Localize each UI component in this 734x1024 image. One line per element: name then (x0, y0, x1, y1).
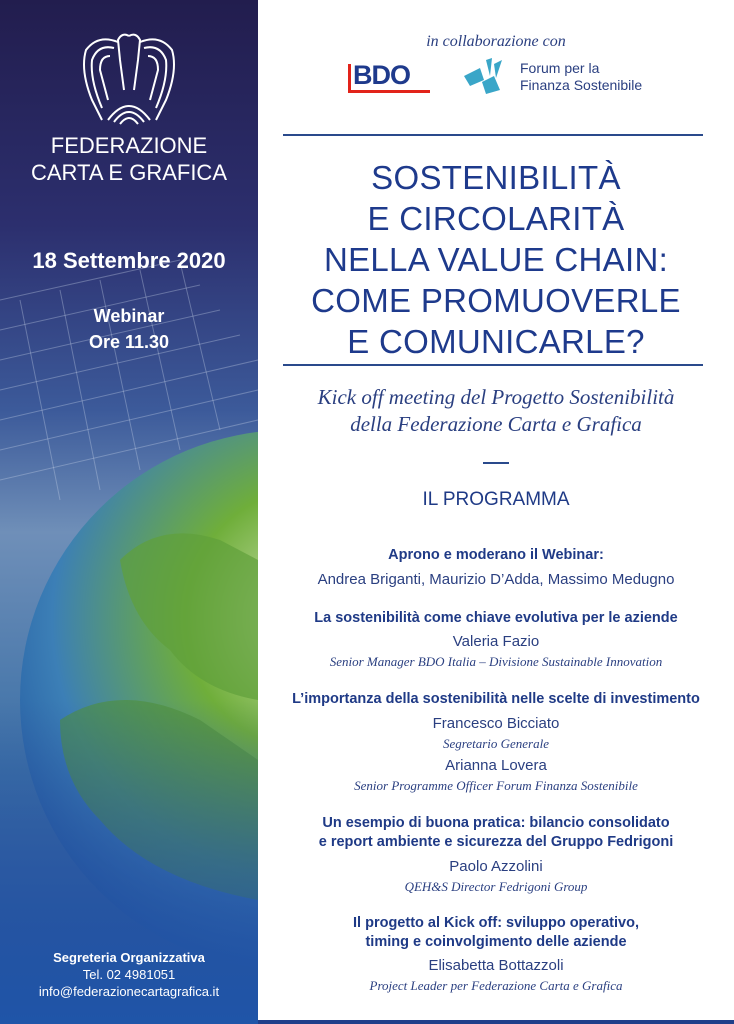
program-speaker: Paolo Azzolini (449, 858, 543, 875)
program-item-title: Un esempio di buona pratica: bilancio consolidato (322, 815, 670, 831)
program-item-title: Aprono e moderano il Webinar: (388, 547, 604, 563)
program-speaker: Valeria Fazio (452, 633, 540, 650)
title-line: E CIRCOLARITÀ (367, 200, 625, 237)
program-heading: IL PROGRAMMA (422, 489, 570, 510)
federazione-eagle-logo (78, 30, 180, 126)
event-title (258, 157, 734, 362)
bdo-logo (348, 60, 430, 96)
program-speaker: Andrea Briganti, Maurizio D’Adda, Massimo Medugno (317, 571, 675, 588)
title-line: SOSTENIBILITÀ (371, 159, 621, 196)
program-item-title: e report ambiente e sicurezza del Gruppo Fedrigoni (318, 834, 674, 850)
event-date: 18 Settembre 2020 (32, 248, 226, 273)
forum-name-line1: Forum per la (520, 60, 600, 76)
program-item-title: timing e coinvolgimento delle aziende (365, 934, 627, 950)
subtitle (258, 384, 734, 438)
title-line: NELLA VALUE CHAIN: (323, 241, 669, 278)
program-speaker-role: Segretario Generale (442, 736, 550, 751)
program-speaker-role: Senior Programme Officer Forum Finanza Sostenibile (354, 778, 638, 793)
dash-divider (483, 462, 509, 464)
program-item-title: L’importanza della sostenibilità nelle scelte di investimento (292, 691, 700, 707)
divider (283, 364, 703, 366)
program-item-title: Il progetto al Kick off: sviluppo operativo, (353, 915, 639, 931)
program-item-title: La sostenibilità come chiave evolutiva per le aziende (314, 610, 678, 626)
org-name-line2: CARTA E GRAFICA (30, 160, 227, 185)
program-speaker-role: Project Leader per Federazione Carta e Grafica (369, 978, 623, 993)
program-speaker: Elisabetta Bottazzoli (428, 957, 564, 974)
program-speaker-role: Senior Manager BDO Italia – Divisione Sustainable Innovation (329, 654, 663, 669)
bdo-logo-text: BDO (353, 60, 410, 90)
org-name-line1: FEDERAZIONE (50, 133, 208, 158)
forum-butterfly-logo (460, 56, 510, 96)
forum-name-line2: Finanza Sostenibile (520, 77, 643, 93)
program-speaker-role: QEH&S Director Fedrigoni Group (404, 879, 588, 894)
event-format: Webinar (93, 306, 165, 326)
subtitle-line: Kick off meeting del Progetto Sostenibilità (317, 385, 675, 409)
contact-phone: Tel. 02 4981051 (82, 967, 176, 982)
subtitle-line: della Federazione Carta e Grafica (350, 412, 642, 436)
title-line: COME PROMUOVERLE (311, 282, 681, 319)
main-content (258, 0, 734, 1024)
divider (283, 134, 703, 136)
contact-title: Segreteria Organizzativa (53, 950, 205, 965)
bottom-border (258, 1020, 734, 1024)
collab-label: in collaborazione con (426, 33, 566, 50)
event-time: Ore 11.30 (88, 332, 170, 352)
title-line: E COMUNICARLE? (347, 323, 645, 360)
program-speaker: Francesco Bicciato (432, 715, 560, 732)
sidebar-panel (0, 0, 258, 1024)
contact-email[interactable]: info@federazionecartagrafica.it (38, 984, 220, 999)
program-speaker: Arianna Lovera (445, 757, 547, 774)
